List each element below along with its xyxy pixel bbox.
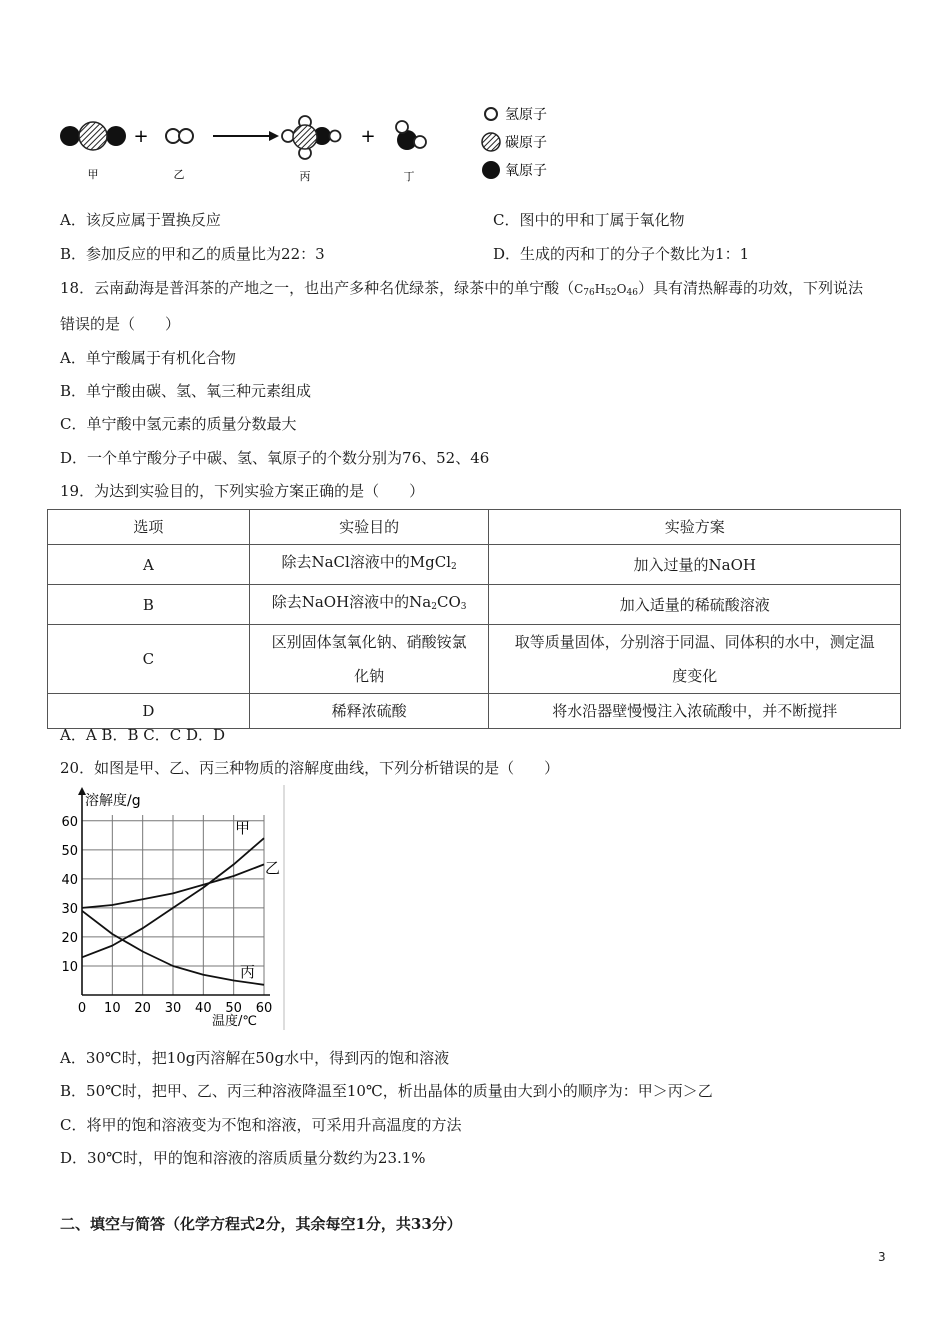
table-header-row <box>48 510 901 545</box>
molecule-jia <box>60 122 126 150</box>
y-tick-label: 20 <box>61 930 78 946</box>
q17-option-b: B．参加反应的甲和乙的质量比为22：3 <box>60 245 325 263</box>
q18-option-d: D．一个单宁酸分子中碳、氢、氧原子的个数分别为76、52、46 <box>60 449 490 467</box>
y-tick-label: 40 <box>61 872 78 888</box>
legend <box>482 107 547 179</box>
header-purpose: 实验目的 <box>249 510 489 545</box>
q18-option-c: C．单宁酸中氢元素的质量分数最大 <box>60 415 297 433</box>
molecule-bing <box>282 116 341 159</box>
q20-option-a: A．30℃时，把10g丙溶解在50g水中，得到丙的饱和溶液 <box>60 1049 450 1067</box>
q17-option-a: A．该反应属于置换反应 <box>60 211 221 229</box>
q20-option-b: B．50℃时，把甲、乙、丙三种溶液降温至10℃，析出晶体的质量由大到小的顺序为：甲＞丙＞乙 <box>60 1082 713 1100</box>
y-tick-label: 10 <box>61 959 78 975</box>
series-label-2: 乙 <box>265 859 281 877</box>
y-tick-label: 50 <box>61 843 78 859</box>
reaction-diagram <box>55 100 575 190</box>
tannic-acid-formula: $C_{76}H_{52}O_{46}$ <box>574 282 638 298</box>
header-option: 选项 <box>48 510 250 545</box>
section2-title: 二、填空与简答（化学方程式2分，其余每空1分，共33分） <box>60 1215 462 1233</box>
y-axis-label: 溶解度/g <box>85 793 141 809</box>
molecule-yi <box>166 129 193 143</box>
q19-stem: 19．为达到实验目的，下列实验方案正确的是（ ） <box>60 482 425 500</box>
legend-h: 氢原子 <box>505 107 547 123</box>
q18-stem-line2: 错误的是（ ） <box>60 315 181 333</box>
experiment-table <box>47 509 901 729</box>
plus-1: + <box>133 126 149 147</box>
x-tick-label: 50 <box>225 1001 242 1016</box>
table-row: B 除去NaOH溶液中的$Na_2CO_3$ 加入适量的稀硫酸溶液 <box>48 585 901 625</box>
q19-answers: A．A B．B C．C D．D <box>60 726 226 744</box>
table-row: A 除去NaCl溶液中的MgCl$_2$ 加入过量的NaOH <box>48 545 901 585</box>
plus-2: + <box>360 126 376 147</box>
label-bing: 丙 <box>299 170 311 183</box>
header-plan: 实验方案 <box>489 510 901 545</box>
label-ding: 丁 <box>403 170 415 183</box>
q17-option-d: D．生成的丙和丁的分子个数比为1：1 <box>493 245 750 263</box>
q18-option-b: B．单宁酸由碳、氢、氧三种元素组成 <box>60 382 312 400</box>
x-tick-label: 30 <box>164 1001 182 1016</box>
legend-c: 碳原子 <box>505 135 547 151</box>
q20-stem: 20．如图是甲、乙、丙三种物质的溶解度曲线，下列分析错误的是（ ） <box>60 759 560 777</box>
y-tick-label: 30 <box>61 901 78 917</box>
q18-stem: 18．云南勐海是普洱茶的产地之一，也出产多种名优绿茶，绿茶中的单宁酸$(C_{76}H_{52}O_{46})$具有清热解毒的功效，下列说法 <box>60 279 863 298</box>
table-row: D 稀释浓硫酸 将水沿器壁慢慢注入浓硫酸中，并不断搅拌 <box>48 694 901 729</box>
q20-option-d: D．30℃时，甲的饱和溶液的溶质质量分数约为23.1% <box>60 1149 426 1167</box>
table-row: C 区别固体氢氧化钠、硝酸铵氯 化钠 取等质量固体，分别溶于同温、同体积的水中，测定温 度变化 <box>48 625 901 694</box>
reaction-arrow <box>213 131 279 141</box>
x-tick-label: 0 <box>77 1001 87 1016</box>
x-tick-label: 10 <box>104 1001 121 1016</box>
x-tick-label: 60 <box>255 1001 273 1016</box>
series-label-1: 甲 <box>235 819 251 837</box>
page-number: 3 <box>878 1250 886 1264</box>
y-tick-label: 60 <box>61 814 78 830</box>
x-tick-label: 40 <box>195 1001 212 1016</box>
x-tick-label: 20 <box>134 1001 151 1016</box>
q17-option-c: C．图中的甲和丁属于氧化物 <box>493 211 685 229</box>
label-yi: 乙 <box>173 168 185 181</box>
solubility-chart <box>52 785 287 1030</box>
x-axis-label: 温度/℃ <box>212 1014 257 1029</box>
series-label-3: 丙 <box>240 963 256 981</box>
molecule-ding <box>396 121 426 150</box>
label-jia: 甲 <box>87 168 99 181</box>
q20-option-c: C．将甲的饱和溶液变为不饱和溶液，可采用升高温度的方法 <box>60 1116 462 1134</box>
legend-o: 氧原子 <box>505 163 547 179</box>
q18-option-a: A．单宁酸属于有机化合物 <box>60 349 236 367</box>
